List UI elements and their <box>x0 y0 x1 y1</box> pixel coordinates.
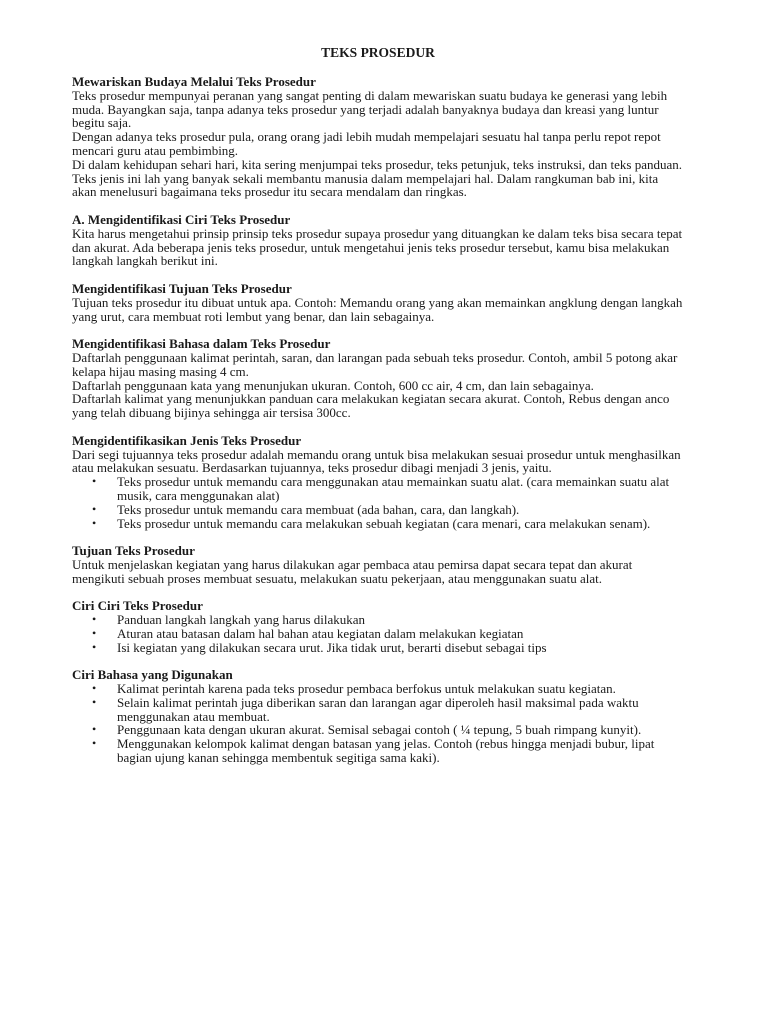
bullet-item <box>72 737 684 765</box>
section-paragraph: Daftarlah kalimat yang menunjukkan panduan cara melakukan kegiatan secara akurat. Contoh, Rebus dengan anco yang telah dibuang bijinya sehingga air tersisa 300cc. <box>72 391 670 421</box>
section-paragraph: Daftarlah penggunaan kalimat perintah, saran, dan larangan pada sebuah teks prosedur. Contoh, ambil 5 potong akar kelapa hijau masing masing 4 cm. <box>72 349 678 379</box>
bullet-list <box>72 613 684 654</box>
section-heading: Mengidentifikasikan Jenis Teks Prosedur <box>72 432 302 448</box>
document-section <box>72 282 684 323</box>
bullet-dot-icon: • <box>92 736 97 751</box>
bullet-text: Kalimat perintah karena pada teks prosedur pembaca berfokus untuk melakukan suatu kegiatan. <box>117 681 616 697</box>
bullet-text: Panduan langkah langkah yang harus dilakukan <box>117 612 366 628</box>
section-paragraph: Untuk menjelaskan kegiatan yang harus dilakukan agar pembaca atau pemirsa dapat secara tepat dan akurat mengikuti sebuah proses membuat sesuatu, melakukan suatu pekerjaan, atau menggunakan suatu alat. <box>72 556 633 586</box>
document-section <box>72 599 684 654</box>
document-section <box>72 668 684 765</box>
bullet-item <box>72 475 684 503</box>
bullet-item <box>72 517 684 531</box>
bullet-list <box>72 475 684 530</box>
bullet-item <box>72 613 684 627</box>
section-paragraph: Tujuan teks prosedur itu dibuat untuk apa. Contoh: Memandu orang yang akan memainkan angklung dengan langkah yang urut, cara membuat roti lembut yang benar, dan lain sebagainya. <box>72 294 683 324</box>
section-paragraph: Daftarlah penggunaan kata yang menunjukan ukuran. Contoh, 600 cc air, 4 cm, dan lain sebagainya. <box>72 377 594 393</box>
section-heading: Mengidentifikasi Bahasa dalam Teks Prosedur <box>72 336 331 352</box>
document-title: TEKS PROSEDUR <box>321 45 435 60</box>
bullet-item <box>72 503 684 517</box>
document-page <box>72 45 684 779</box>
document-section <box>72 213 684 268</box>
bullet-dot-icon: • <box>92 515 97 530</box>
bullet-text: Aturan atau batasan dalam hal bahan atau kegiatan dalam melakukan kegiatan <box>117 625 524 641</box>
bullet-item <box>72 723 684 737</box>
bullet-item <box>72 682 684 696</box>
section-paragraph: Kita harus mengetahui prinsip prinsip teks prosedur supaya prosedur yang dituangkan ke dalam teks bisa secara tepat dan akurat. Ada beberapa jenis teks prosedur, untuk mengetahui jenis teks prosedur tersebut, kamu bisa melakukan langkah langkah berikut ini. <box>72 225 683 269</box>
section-paragraph: Dengan adanya teks prosedur pula, orang orang jadi lebih mudah mempelajari sesuatu hal tanpa perlu repot repot mencari guru atau pembimbing. <box>72 129 661 158</box>
section-heading: Mengidentifikasi Tujuan Teks Prosedur <box>72 280 292 296</box>
bullet-text: Teks prosedur untuk memandu cara menggunakan atau memainkan suatu alat. (cara memainkan suatu alat musik, cara menggunakan alat) <box>117 474 670 503</box>
document-body <box>72 75 684 765</box>
bullet-item <box>72 696 684 724</box>
bullet-item <box>72 627 684 641</box>
document-section <box>72 434 684 531</box>
section-paragraph: Dari segi tujuannya teks prosedur adalah memandu orang untuk bisa melakukan sesuai prosedur untuk menghasilkan atau melakukan sesuatu. Berdasarkan tujuannya, teks prosedur dibagi menjadi 3 jenis, yaitu. <box>72 446 681 476</box>
bullet-dot-icon: • <box>92 501 97 516</box>
bullet-dot-icon: • <box>92 694 97 709</box>
bullet-text: Isi kegiatan yang dilakukan secara urut. Jika tidak urut, berarti disebut sebagai tips <box>117 639 547 655</box>
document-section <box>72 75 684 199</box>
section-heading: Ciri Ciri Teks Prosedur <box>72 598 203 614</box>
bullet-text: Teks prosedur untuk memandu cara melakukan sebuah kegiatan (cara menari, cara melakukan senam). <box>117 515 651 531</box>
bullet-dot-icon: • <box>92 722 97 737</box>
section-heading: Mewariskan Budaya Melalui Teks Prosedur <box>72 74 316 89</box>
bullet-text: Penggunaan kata dengan ukuran akurat. Semisal sebagai contoh ( ¼ tepung, 5 buah rimpang kunyit). <box>117 722 642 738</box>
bullet-dot-icon: • <box>92 474 97 489</box>
bullet-text: Menggunakan kelompok kalimat dengan batasan yang jelas. Contoh (rebus hingga menjadi bubur, lipat bagian ujung kanan sehingga membentuk segitiga sama kaki). <box>117 736 655 766</box>
bullet-list <box>72 682 684 765</box>
section-paragraph: Di dalam kehidupan sehari hari, kita sering menjumpai teks prosedur, teks petunjuk, teks instruksi, dan teks panduan. Teks jenis ini lah yang banyak sekali membantu manusia dalam mempelajari hal. Dalam rangkuman bab ini, kita akan menelusuri bagaimana teks prosedur itu secara mendalam dan ringkas. <box>72 156 682 200</box>
bullet-dot-icon: • <box>92 639 97 654</box>
bullet-dot-icon: • <box>92 681 97 696</box>
document-section <box>72 544 684 585</box>
bullet-item <box>72 641 684 655</box>
section-heading: A. Mengidentifikasi Ciri Teks Prosedur <box>72 211 291 227</box>
section-paragraph: Teks prosedur mempunyai peranan yang sangat penting di dalam mewariskan suatu budaya ke generasi yang lebih muda. Bayangkan saja, tanpa adanya teks prosedur yang terjadi adalah banyaknya budaya dan kreasi yang luntur begitu saja. <box>72 87 668 131</box>
bullet-dot-icon: • <box>92 625 97 640</box>
bullet-text: Selain kalimat perintah juga diberikan saran dan larangan agar diperoleh hasil maksimal pada waktu menggunakan atau membuat. <box>117 694 639 724</box>
bullet-text: Teks prosedur untuk memandu cara membuat (ada bahan, cara, dan langkah). <box>117 501 520 517</box>
document-section <box>72 337 684 420</box>
bullet-dot-icon: • <box>92 612 97 627</box>
section-heading: Tujuan Teks Prosedur <box>72 543 195 559</box>
section-heading: Ciri Bahasa yang Digunakan <box>72 667 233 683</box>
